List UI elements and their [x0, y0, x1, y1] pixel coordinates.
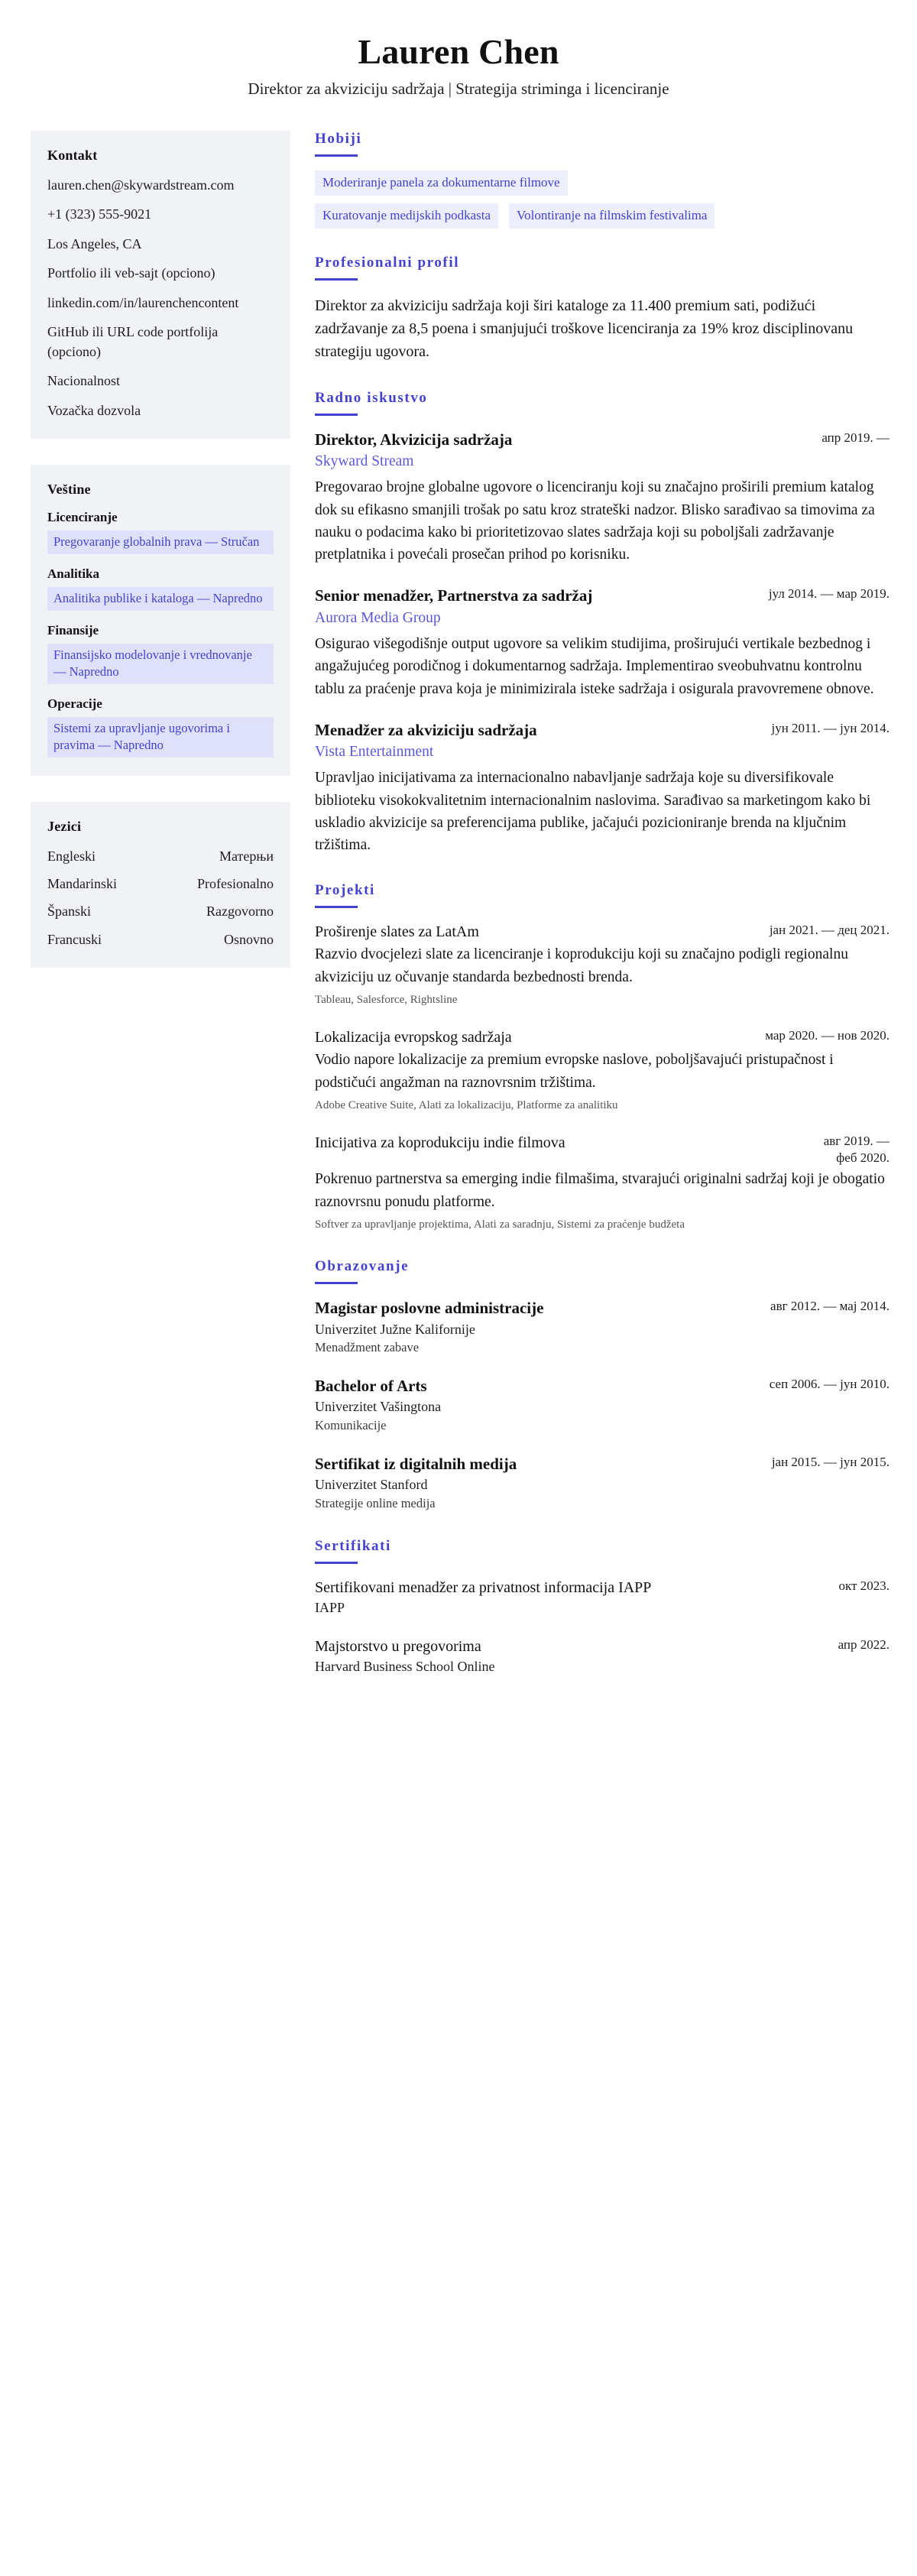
contact-driving-license: Vozačka dozvola	[47, 402, 141, 418]
skill-category-label: Finansije	[47, 623, 99, 638]
project-description: Razvio dvocjelezi slate za licenciranje i koprodukciju koji su značajno podigli regionalnu akviziciju uz očuvanje standarda bezbednosti brenda.	[315, 946, 848, 985]
skill-group	[47, 623, 274, 684]
contact-portfolio[interactable]: Portfolio ili veb-sajt (opciono)	[47, 265, 215, 281]
entry-header	[315, 1298, 889, 1319]
project-title: Inicijativa za koprodukciju indie filmova	[315, 1134, 565, 1152]
certification-date: окт 2023.	[838, 1578, 889, 1593]
entry-header	[315, 1578, 889, 1598]
experience-heading: Radno iskustvo	[315, 389, 428, 406]
contact-nationality: Nacionalnost	[47, 373, 120, 389]
project-entry	[315, 1027, 889, 1113]
skill-chip: Pregovaranje globalnih prava — Stručan	[47, 530, 274, 554]
job-description: Pregovarao brojne globalne ugovore o licenciranju koji su značajno proširili premium katalog dok su efikasno smanjili trošak po satu kroz strateški nadzor. Blisko sarađivao sa timovima za nauku o podacima kako bi prioritetizovao slates sadržaja koji su poboljšali zadržavanje pretplatnika i povećali prosečan prihod po korisniku.	[315, 479, 875, 563]
language-name: Španski	[47, 904, 92, 920]
professional-headline: Direktor za akviziciju sadržaja | Strategija striminga i licenciranje	[248, 79, 669, 98]
section-profile	[315, 255, 889, 364]
job-company: Aurora Media Group	[315, 609, 441, 626]
degree-date-range: јан 2015. — јун 2015.	[771, 1455, 889, 1470]
language-level: Profesionalno	[197, 876, 274, 892]
education-entry	[315, 1298, 889, 1356]
heading-rule	[315, 154, 358, 157]
skill-chip: Finansijsko modelovanje i vrednovanje — Napredno	[47, 644, 274, 684]
section-hobbies	[315, 131, 889, 229]
degree-date-range: сеп 2006. — јун 2010.	[769, 1377, 889, 1392]
profile-summary: Direktor za akviziciju sadržaja koji širi kataloge za 11.400 premium sati, podižući zadržavanje za 8,5 poena i smanjujući troškove licenciranja za 19% kroz disciplinovanu strategiju ugovora.	[315, 297, 854, 361]
field-of-study: Menadžment zabave	[315, 1339, 420, 1355]
certification-issuer: Harvard Business School Online	[315, 1659, 495, 1675]
hobby-chip: Moderiranje panela za dokumentarne filmove	[315, 170, 568, 196]
resume-header	[0, 0, 917, 99]
heading-rule	[315, 1282, 358, 1284]
languages-heading: Jezici	[47, 819, 82, 835]
resume-body	[0, 131, 917, 1702]
skill-category-label: Analitika	[47, 566, 100, 582]
contact-email[interactable]: lauren.chen@skywardstream.com	[47, 177, 235, 193]
heading-rule	[315, 1562, 358, 1564]
project-title: Proširenje slates za LatAm	[315, 923, 479, 941]
language-row	[47, 874, 274, 894]
section-experience	[315, 390, 889, 857]
certifications-heading: Sertifikati	[315, 1537, 391, 1554]
certification-entry	[315, 1578, 889, 1617]
entry-header	[315, 430, 889, 450]
degree-date-range: авг 2012. — мај 2014.	[770, 1299, 889, 1314]
job-company: Skyward Stream	[315, 453, 414, 470]
experience-entry	[315, 430, 889, 566]
project-tech-stack: Tableau, Salesforce, Rightsline	[315, 993, 458, 1006]
job-date-range: јул 2014. — мар 2019.	[768, 586, 889, 602]
job-title: Senior menadžer, Partnerstva za sadržaj	[315, 586, 593, 605]
section-certifications	[315, 1538, 889, 1676]
project-tech-stack: Adobe Creative Suite, Alati za lokalizaciju, Platforme za analitiku	[315, 1098, 618, 1111]
hobbies-heading: Hobiji	[315, 130, 362, 147]
school-name: Univerzitet Vašingtona	[315, 1399, 442, 1415]
job-company: Vista Entertainment	[315, 744, 434, 761]
certification-name: Sertifikovani menadžer za privatnost informacija IAPP	[315, 1578, 652, 1596]
sidebar	[31, 131, 290, 994]
contact-heading: Kontakt	[47, 147, 98, 163]
language-level: Razgovorno	[206, 904, 274, 920]
job-description: Osigurao višegodišnje output ugovore sa velikim studijima, proširujući vertikale bezbednog i angažujućeg porodičnog i dokumentarnog sadržaja. Implementirao sveobuhvatnu kontrolnu tablu za praćenje prava koja je minimizirala isteke sadržaja i osigurala pravovremene obnove.	[315, 636, 874, 697]
experience-entry	[315, 586, 889, 699]
project-description: Pokrenuo partnerstva sa emerging indie filmašima, stvarajući originalni sadržaj koji je obogatio raznovrsnu ponudu platforme.	[315, 1171, 885, 1210]
certification-entry	[315, 1637, 889, 1676]
entry-header	[315, 1133, 889, 1166]
skill-group	[47, 696, 274, 758]
project-title: Lokalizacija evropskog sadržaja	[315, 1029, 512, 1046]
contact-location: Los Angeles, CA	[47, 235, 142, 251]
education-heading: Obrazovanje	[315, 1258, 410, 1275]
hobby-chip-row	[315, 203, 889, 229]
project-date-range: авг 2019. — феб 2020.	[823, 1134, 889, 1166]
languages-panel	[31, 802, 290, 968]
contact-panel	[31, 131, 290, 440]
entry-header	[315, 1376, 889, 1397]
contact-linkedin[interactable]: linkedin.com/in/laurenchencontent	[47, 294, 239, 310]
degree-title: Bachelor of Arts	[315, 1377, 427, 1396]
entry-header	[315, 922, 889, 942]
heading-rule	[315, 414, 358, 416]
field-of-study: Strategije online medija	[315, 1495, 436, 1510]
section-education	[315, 1258, 889, 1512]
job-date-range: јун 2011. — јун 2014.	[771, 720, 889, 735]
main-column	[307, 131, 889, 1702]
field-of-study: Komunikacije	[315, 1417, 387, 1432]
project-tech-stack: Softver za upravljanje projektima, Alati za saradnju, Sistemi za praćenje budžeta	[315, 1218, 685, 1231]
profile-heading: Profesionalni profil	[315, 254, 460, 271]
entry-header	[315, 1454, 889, 1475]
degree-title: Magistar poslovne administracije	[315, 1299, 544, 1318]
education-entry	[315, 1454, 889, 1512]
language-row	[47, 847, 274, 866]
section-projects	[315, 882, 889, 1232]
school-name: Univerzitet Stanford	[315, 1477, 428, 1493]
language-name: Engleski	[47, 848, 96, 865]
project-date-range: јан 2021. — дец 2021.	[769, 923, 889, 938]
entry-header	[315, 720, 889, 741]
heading-rule	[315, 278, 358, 281]
project-entry	[315, 922, 889, 1007]
project-entry	[315, 1133, 889, 1232]
job-date-range: апр 2019. —	[821, 430, 889, 445]
language-level: Osnovno	[223, 931, 274, 947]
skill-chip: Analitika publike i kataloga — Napredno	[47, 587, 274, 611]
certification-name: Majstorstvo u pregovorima	[315, 1638, 481, 1656]
project-description: Vodio napore lokalizacije za premium evropske naslove, poboljšavajući pristupačnost i podstičući angažman na raznovrsnim tržištima.	[315, 1052, 834, 1091]
job-title: Direktor, Akvizicija sadržaja	[315, 430, 513, 449]
entry-header	[315, 586, 889, 606]
experience-entry	[315, 720, 889, 857]
skill-chip: Sistemi za upravljanje ugovorima i pravima — Napredno	[47, 717, 274, 758]
hobby-chip: Kuratovanje medijskih podkasta	[315, 203, 498, 229]
language-row	[47, 902, 274, 921]
certification-issuer: IAPP	[315, 1599, 345, 1615]
language-level: Матерњи	[219, 848, 274, 865]
projects-heading: Projekti	[315, 882, 375, 899]
hobby-chip-row	[315, 170, 889, 196]
project-date-range: мар 2020. — нов 2020.	[765, 1028, 889, 1043]
skill-category-label: Operacije	[47, 696, 102, 712]
skill-group	[47, 566, 274, 611]
language-name: Francuski	[47, 931, 102, 947]
contact-github[interactable]: GitHub ili URL code portfolija (opciono)	[47, 324, 219, 359]
hobby-chip: Volontiranje na filmskim festivalima	[509, 203, 714, 229]
job-title: Menadžer za akviziciju sadržaja	[315, 720, 537, 739]
contact-phone[interactable]: +1 (323) 555-9021	[47, 206, 152, 222]
skills-heading: Veštine	[47, 482, 91, 498]
heading-rule	[315, 906, 358, 908]
certification-date: апр 2022.	[838, 1637, 889, 1653]
skill-group	[47, 510, 274, 554]
skill-category-label: Licenciranje	[47, 510, 118, 525]
education-entry	[315, 1376, 889, 1434]
skills-panel	[31, 465, 290, 776]
language-row	[47, 930, 274, 949]
page-title: Lauren Chen	[358, 32, 559, 71]
school-name: Univerzitet Južne Kalifornije	[315, 1321, 475, 1337]
language-name: Mandarinski	[47, 876, 117, 892]
entry-header	[315, 1637, 889, 1656]
job-description: Upravljao inicijativama za internacionalno nabavljanje sadržaja koje su diversifikovale biblioteku visokokvalitetnim internacionalnim naslovima. Sarađivao sa marketingom kako bi uskladio akvizicije sa preferencijama publike, jačajući pozicioniranje brenda na ključnim tržištima.	[315, 770, 871, 854]
entry-header	[315, 1027, 889, 1047]
degree-title: Sertifikat iz digitalnih medija	[315, 1455, 517, 1474]
